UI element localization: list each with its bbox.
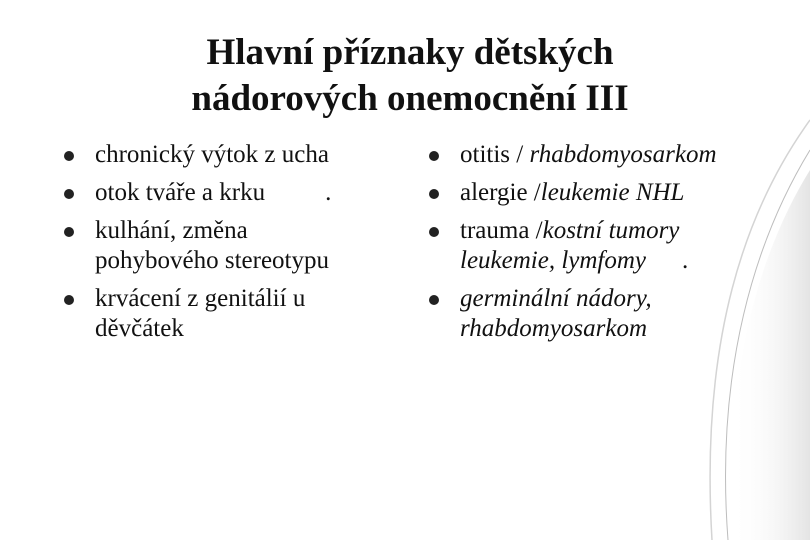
bullet-icon bbox=[429, 227, 439, 237]
bullet-icon bbox=[64, 189, 74, 199]
list-item bbox=[60, 140, 380, 170]
slide-title bbox=[100, 30, 720, 122]
list-item-diagnosis: rhabdomyosarkom bbox=[529, 141, 717, 168]
title-line-2: nádorových onemocnění III bbox=[191, 78, 629, 119]
list-item bbox=[60, 284, 380, 344]
bullet-icon bbox=[64, 151, 74, 161]
list-item-diagnosis: germinální nádory, bbox=[460, 285, 652, 312]
list-item bbox=[60, 216, 380, 276]
differential-list bbox=[425, 140, 795, 352]
list-item-text: kulhání, změna bbox=[95, 217, 248, 244]
bullet-icon bbox=[429, 151, 439, 161]
list-item bbox=[425, 178, 795, 208]
list-item bbox=[425, 284, 795, 344]
title-line-1: Hlavní příznaky dětských bbox=[206, 32, 614, 73]
list-item bbox=[60, 178, 380, 208]
list-item-text-continued: děvčátek bbox=[95, 315, 184, 342]
list-item-text: otok tváře a krku bbox=[95, 179, 266, 206]
symptom-list bbox=[60, 140, 380, 352]
bullet-icon bbox=[429, 295, 439, 305]
list-item-text: krvácení z genitálií u bbox=[95, 285, 306, 312]
list-item-diagnosis: kostní tumory bbox=[542, 217, 680, 244]
bullet-icon bbox=[64, 227, 74, 237]
list-item-text: alergie / bbox=[460, 179, 541, 206]
list-item bbox=[425, 140, 795, 170]
bullet-icon bbox=[64, 295, 74, 305]
list-item-text: chronický výtok z ucha bbox=[95, 141, 329, 168]
list-item-text-continued: pohybového stereotypu bbox=[95, 247, 329, 274]
list-item-text: trauma / bbox=[460, 217, 543, 244]
list-item-diagnosis-continued: leukemie, lymfomy bbox=[460, 247, 647, 274]
list-item-trailing-mark: . bbox=[682, 247, 689, 274]
list-item-trailing-mark: . bbox=[325, 179, 332, 206]
list-item-diagnosis: leukemie NHL bbox=[540, 179, 685, 206]
list-item-text: otitis / bbox=[460, 141, 530, 168]
bullet-icon bbox=[429, 189, 439, 199]
list-item bbox=[425, 216, 795, 276]
list-item-diagnosis-continued: rhabdomyosarkom bbox=[460, 315, 648, 342]
